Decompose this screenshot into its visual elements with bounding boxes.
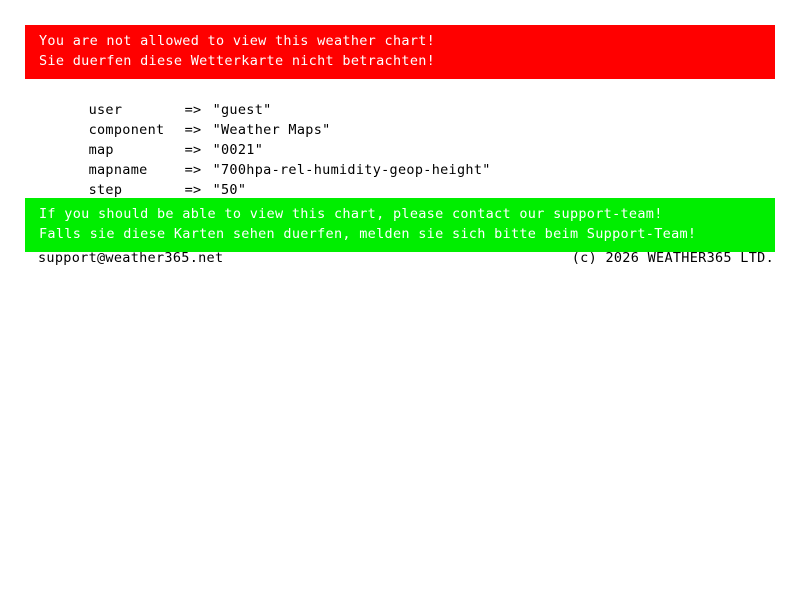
- detail-key: mapname: [88, 162, 148, 178]
- copyright-text: (c) 2026 WEATHER365 LTD.: [571, 250, 774, 266]
- detail-key: step: [88, 182, 123, 198]
- detail-value: "50": [212, 182, 247, 198]
- error-banner-line-de: Sie duerfen diese Wetterkarte nicht betrachten!: [39, 53, 436, 69]
- support-email-link[interactable]: support@weather365.net: [38, 250, 224, 266]
- detail-value: "0021": [212, 142, 264, 158]
- info-banner: [25, 198, 775, 252]
- info-banner-line-en: If you should be able to view this chart, please contact our support-team!: [39, 206, 663, 222]
- detail-arrow: =>: [184, 102, 202, 118]
- error-banner-line-en: You are not allowed to view this weather chart!: [39, 33, 436, 49]
- detail-value: "700hpa-rel-humidity-geop-height": [212, 162, 491, 178]
- detail-value: "Weather Maps": [212, 122, 331, 138]
- detail-key: user: [88, 102, 123, 118]
- detail-arrow: =>: [184, 162, 202, 178]
- error-banner: [25, 25, 775, 79]
- detail-key: map: [88, 142, 114, 158]
- detail-arrow: =>: [184, 122, 202, 138]
- detail-row: [38, 80, 491, 118]
- detail-key: component: [88, 122, 165, 138]
- detail-arrow: =>: [184, 182, 202, 198]
- details-list: [38, 80, 491, 198]
- detail-value: "guest": [212, 102, 272, 118]
- info-banner-line-de: Falls sie diese Karten sehen duerfen, melden sie sich bitte beim Support-Team!: [39, 226, 697, 242]
- footer: [38, 250, 774, 266]
- detail-arrow: =>: [184, 142, 202, 158]
